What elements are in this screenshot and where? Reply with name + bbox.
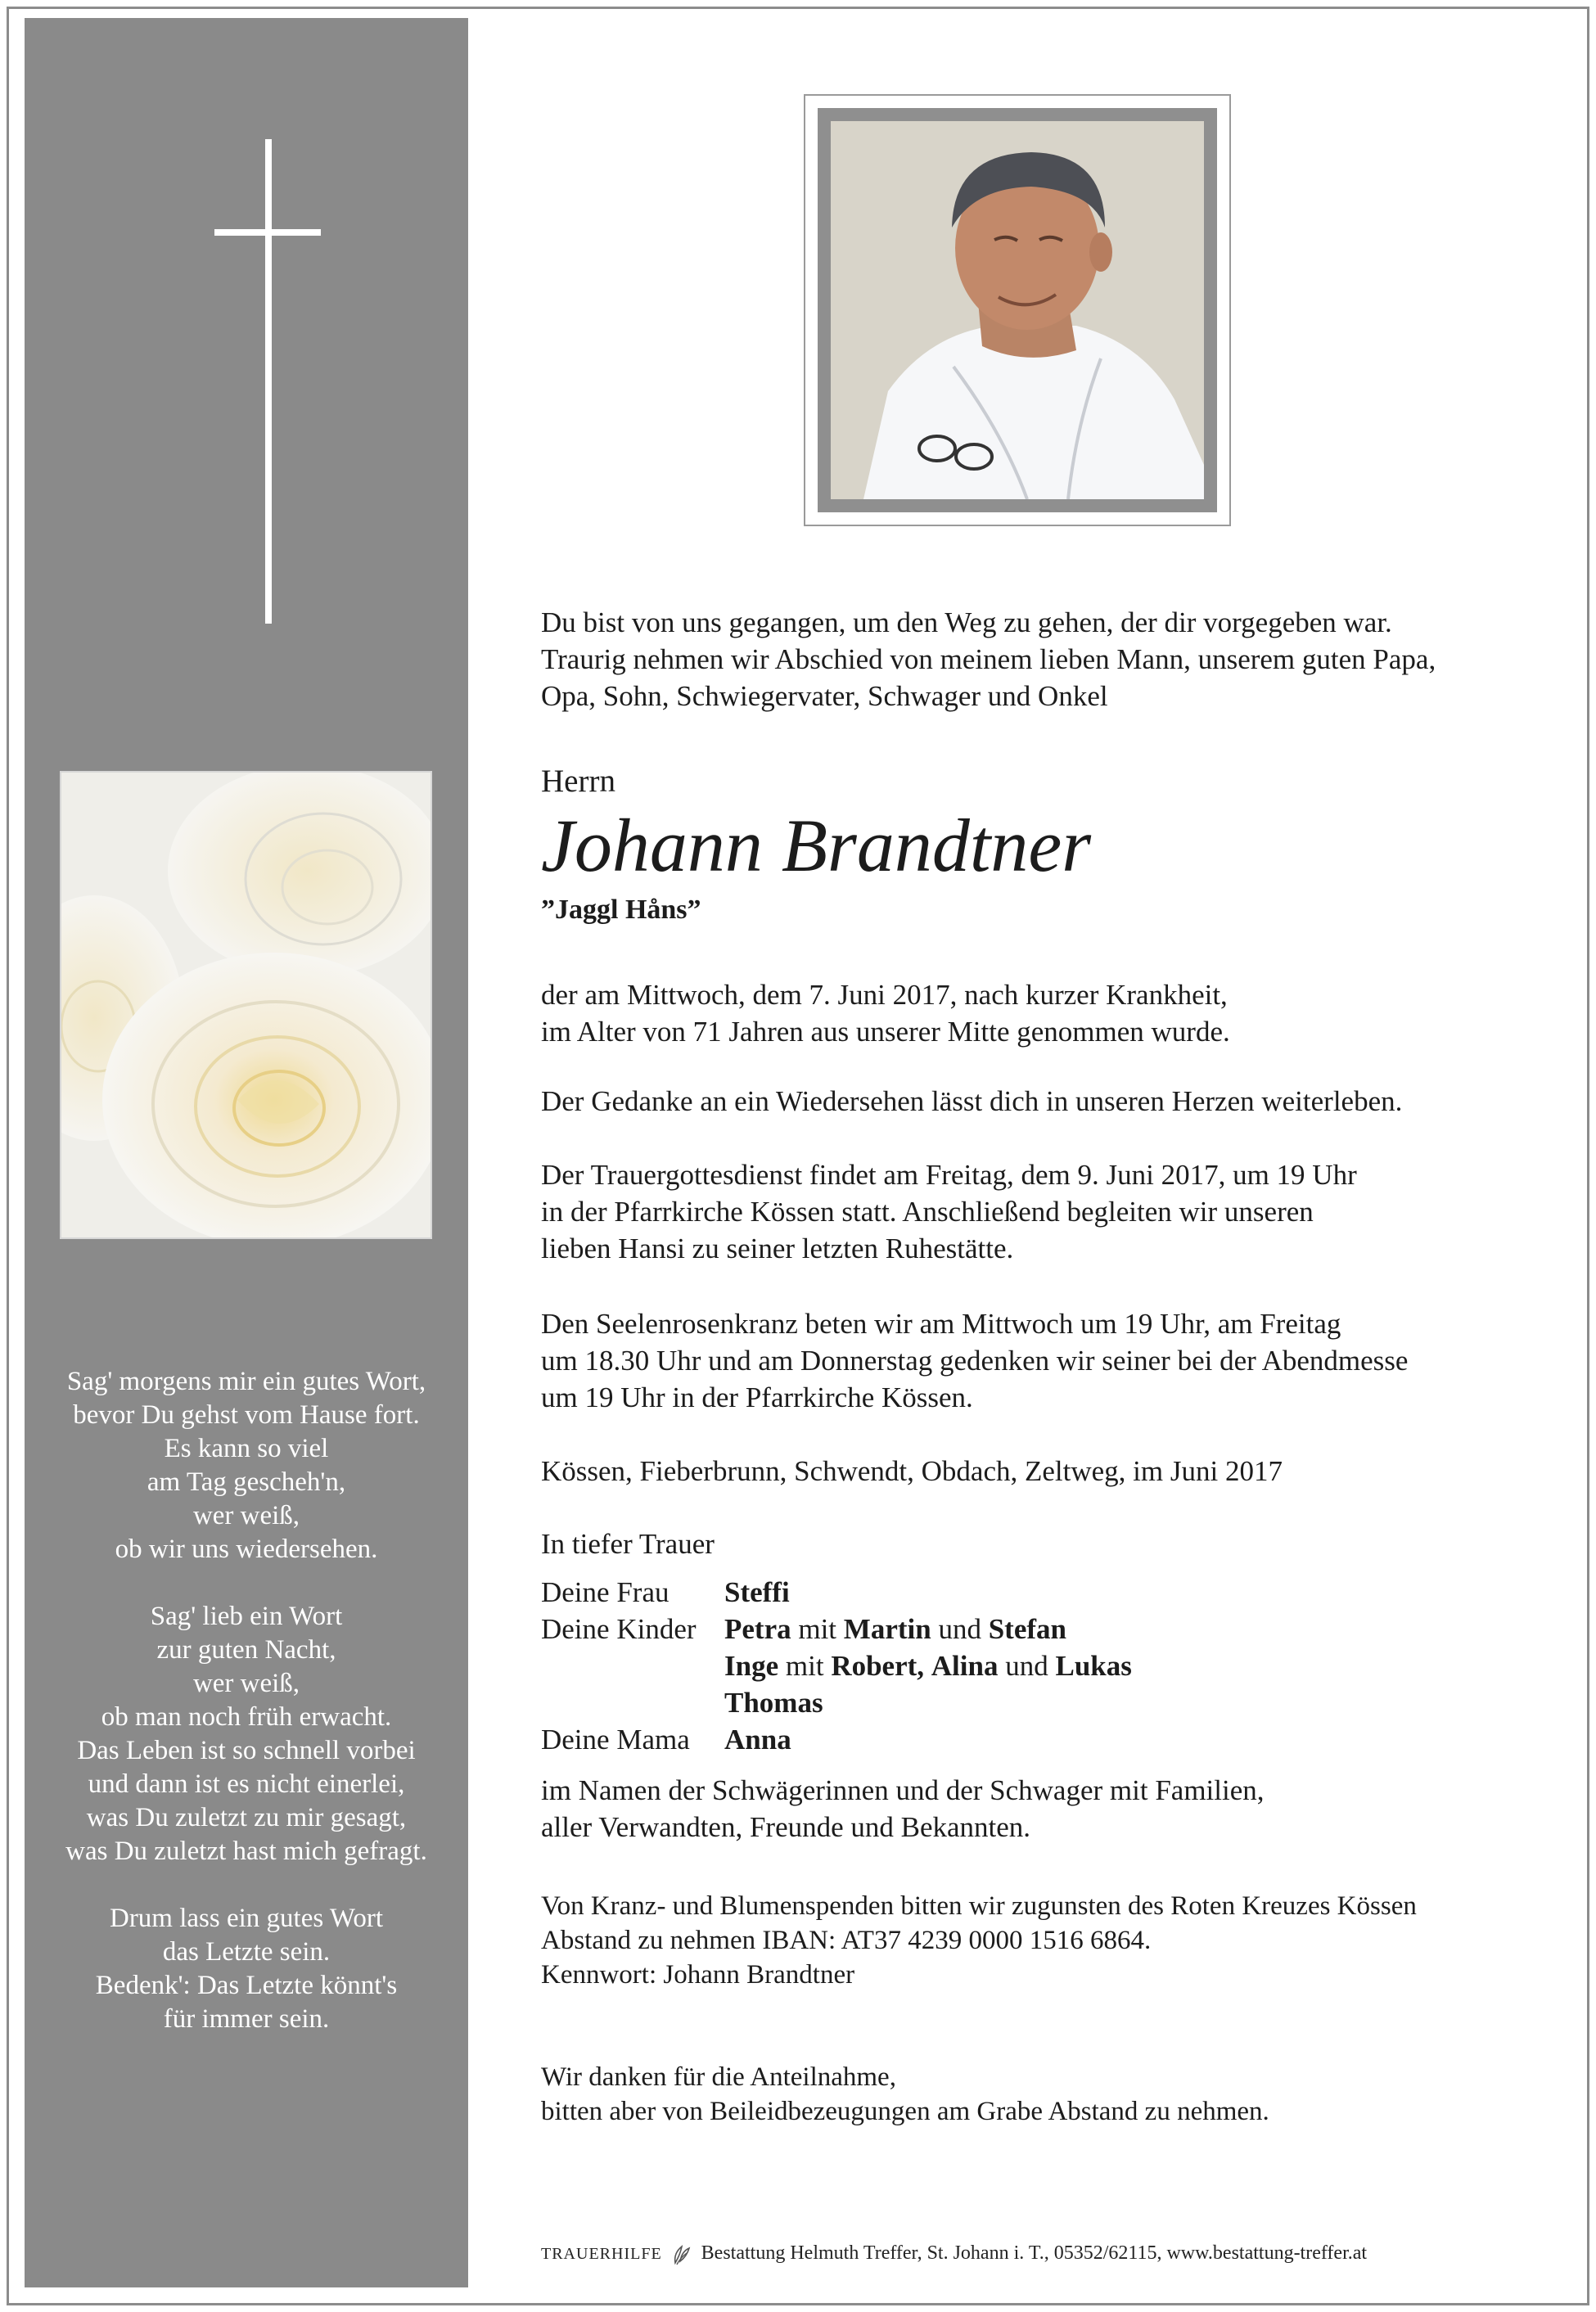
poem-line: wer weiß, (192, 1669, 300, 1698)
family-row-children-3 (541, 1684, 1556, 1721)
family-name: Lukas (1055, 1650, 1132, 1682)
footer (541, 2241, 1367, 2266)
family-name: Martin (843, 1613, 931, 1645)
intro-line: Du bist von uns gegangen, um den Weg zu gehen, der dir vorgegeben war. (541, 606, 1392, 638)
salutation: Herrn (541, 764, 615, 799)
poem-line: und dann ist es nicht einerlei, (88, 1769, 405, 1799)
family-name: Anna (724, 1724, 791, 1755)
poem-line: Das Leben ist so schnell vorbei (77, 1736, 416, 1765)
intro-line: Opa, Sohn, Schwiegervater, Schwager und Onkel (541, 680, 1108, 712)
family-row-mother (541, 1721, 1556, 1758)
death-notice (541, 976, 1556, 1050)
poem-line: Sag' morgens mir ein gutes Wort, (66, 1367, 426, 1396)
cross-icon (265, 139, 272, 624)
mourning-heading: In tiefer Trauer (541, 1528, 715, 1560)
poem-line: ob wir uns wiedersehen. (115, 1535, 378, 1564)
family-row-children-2 (541, 1647, 1556, 1684)
rosary-line: Den Seelenrosenkranz beten wir am Mittwoch um 19 Uhr, am Freitag (541, 1308, 1341, 1340)
poem-line: am Tag gescheh'n, (147, 1467, 346, 1497)
connector: und (938, 1613, 981, 1645)
donation-line: Kennwort: Johann Brandtner (541, 1960, 855, 1990)
family-role: Deine Kinder (541, 1613, 697, 1645)
intro-line: Traurig nehmen wir Abschied von meinem lieben Mann, unserem guten Papa, (541, 643, 1436, 675)
family-row-wife (541, 1574, 1556, 1611)
poem-line: das Letzte sein. (162, 1937, 331, 1967)
family-name: Inge (724, 1650, 779, 1682)
poem-line: was Du zuletzt hast mich gefragt. (65, 1837, 427, 1866)
poem (33, 1365, 460, 2036)
family-name: Stefan (988, 1613, 1066, 1645)
poem-line: ob man noch früh erwacht. (101, 1702, 392, 1732)
funeral-line: in der Pfarrkirche Kössen statt. Anschließend begleiten wir unseren (541, 1196, 1314, 1228)
rosary-line: um 19 Uhr in der Pfarrkirche Kössen. (541, 1381, 973, 1413)
thought-text: Der Gedanke an ein Wiedersehen lässt dich in unseren Herzen weiterleben. (541, 1085, 1403, 1117)
poem-line: was Du zuletzt zu mir gesagt, (86, 1803, 407, 1832)
footer-brand: TRAUERHILFE (541, 2245, 662, 2263)
family-row-children (541, 1611, 1556, 1647)
places-date: Kössen, Fieberbrunn, Schwendt, Obdach, Zeltweg, im Juni 2017 (541, 1455, 1283, 1487)
funeral-line: lieben Hansi zu seiner letzten Ruhestätte. (541, 1233, 1014, 1264)
connector: und (1005, 1650, 1048, 1682)
rosary-line: um 18.30 Uhr und am Donnerstag gedenken wir seiner bei der Abendmesse (541, 1345, 1409, 1377)
funeral-info (541, 1156, 1556, 1267)
deceased-nickname: ”Jaggl Håns” (541, 895, 701, 925)
cross-icon-bar (214, 229, 321, 236)
rosary-info (541, 1305, 1556, 1416)
white-roses-image (60, 771, 432, 1239)
poem-line: für immer sein. (163, 2004, 330, 2034)
poem-line: Drum lass ein gutes Wort (109, 1904, 384, 1933)
thanks-line: bitten aber von Beileidbezeugungen am Grabe Abstand zu nehmen. (541, 2097, 1269, 2126)
family-name: Robert, (831, 1650, 925, 1682)
donation-text (541, 1889, 1556, 1992)
on-behalf-text (541, 1772, 1556, 1846)
thanks-line: Wir danken für die Anteilnahme, (541, 2062, 896, 2092)
deceased-name: Johann Brandtner (541, 804, 1092, 887)
death-notice-line: im Alter von 71 Jahren aus unserer Mitte genommen wurde. (541, 1016, 1230, 1048)
poem-line: Sag' lieb ein Wort (150, 1602, 343, 1631)
poem-line: bevor Du gehst vom Hause fort. (73, 1400, 420, 1430)
family-list (541, 1574, 1556, 1758)
connector: mit (798, 1613, 837, 1645)
family-name: Steffi (724, 1576, 790, 1608)
thanks-text (541, 2060, 1556, 2129)
funeral-line: Der Trauergottesdienst findet am Freitag, dem 9. Juni 2017, um 19 Uhr (541, 1159, 1357, 1191)
poem-line: wer weiß, (192, 1501, 300, 1530)
family-name: Alina (931, 1650, 999, 1682)
portrait-frame (804, 94, 1231, 526)
family-role: Deine Frau (541, 1576, 670, 1608)
portrait-photo (831, 121, 1204, 499)
poem-line: Es kann so viel (164, 1434, 329, 1463)
death-notice-line: der am Mittwoch, dem 7. Juni 2017, nach kurzer Krankheit, (541, 979, 1228, 1011)
footer-text: Bestattung Helmuth Treffer, St. Johann i. T., 05352/62115, www.bestattung-treffer.at (701, 2242, 1368, 2264)
family-role: Deine Mama (541, 1724, 690, 1755)
connector: mit (785, 1650, 824, 1682)
family-name: Petra (724, 1613, 791, 1645)
donation-line: Von Kranz- und Blumenspenden bitten wir zugunsten des Roten Kreuzes Kössen (541, 1891, 1417, 1921)
donation-line: Abstand zu nehmen IBAN: AT37 4239 0000 1516 6864. (541, 1926, 1152, 1955)
portrait-mat (818, 108, 1217, 512)
poem-line: zur guten Nacht, (156, 1635, 336, 1665)
leaf-logo-icon (670, 2242, 692, 2266)
poem-line: Bedenk': Das Letzte könnt's (95, 1971, 398, 2000)
family-name: Thomas (724, 1687, 823, 1719)
on-behalf-line: im Namen der Schwägerinnen und der Schwager mit Familien, (541, 1774, 1265, 1806)
on-behalf-line: aller Verwandten, Freunde und Bekannten. (541, 1811, 1031, 1843)
intro-text (541, 604, 1556, 714)
